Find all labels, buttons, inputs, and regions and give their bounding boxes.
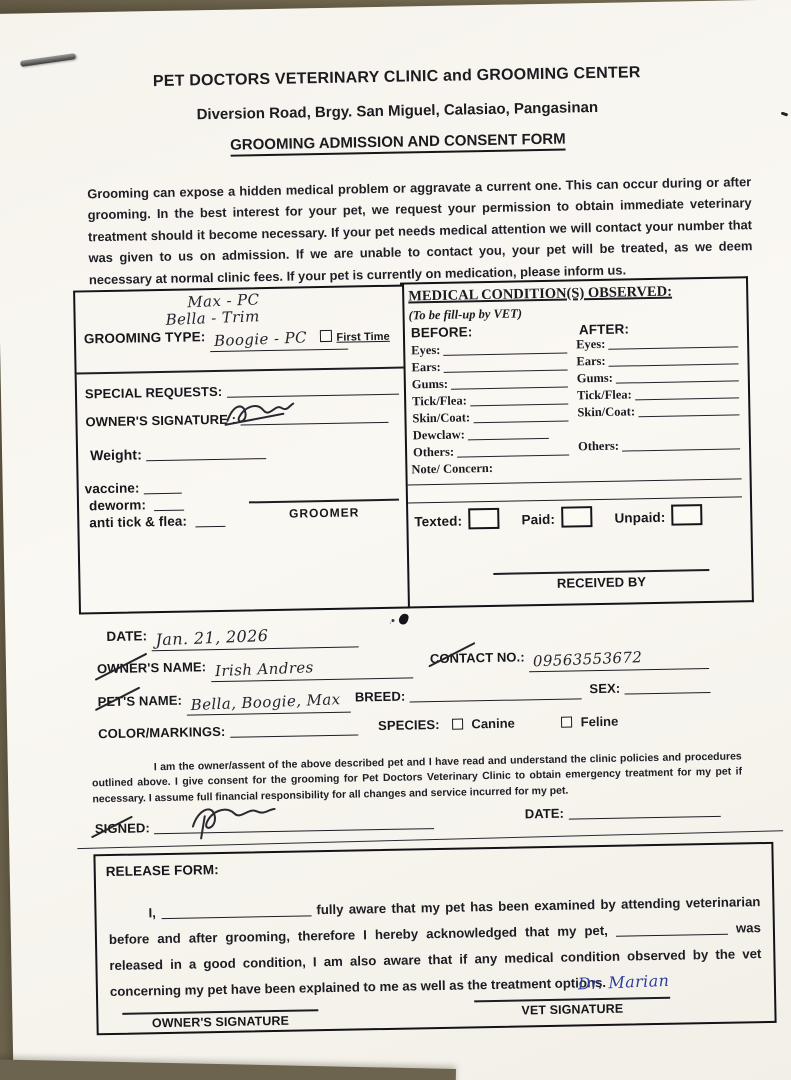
species-feline-label: Feline [580, 713, 619, 730]
before-label: BEFORE: [410, 324, 473, 341]
texted-checkbox [468, 508, 499, 530]
contact-value: 09563553672 [532, 648, 643, 671]
release-seg2: fully aware that my pet has been examined by attending veterinarian before and after grooming, therefore I hereby acknowledged that my pet, [108, 894, 761, 948]
after-row-ears: Ears: [576, 351, 740, 369]
owner-signature-scribble [223, 398, 296, 429]
owners-name-line [210, 657, 412, 682]
medical-title: MEDICAL CONDITION(S) OBSERVED: [408, 283, 673, 305]
after-row-eyes: Eyes: [576, 334, 740, 352]
signed-label: SIGNED: [94, 820, 150, 837]
intro-paragraph: Grooming can expose a hidden medical problem or aggravate a current one. This can occur during or after grooming. In the best interest for your pet, we request your permission to obtain immediate veterinary treatment should it become necessary. If your pet needs medical attention we will contact your number that was given to us on admission. If we are unable to contact you, your pet will be treated, as we deem necessary at normal clinic fees. If your pet is currently on medication, please inform us. [87, 174, 753, 288]
release-form-box [93, 842, 776, 1035]
note-line-1 [408, 478, 742, 485]
before-row-dewclaw: Dewclaw: [413, 426, 551, 444]
sex-label: SEX: [589, 680, 621, 697]
texted-label: Texted: [414, 513, 463, 530]
date-value: Jan. 21, 2026 [155, 625, 269, 650]
owner-signature-label: OWNER'S SIGNATURE [151, 1013, 290, 1031]
special-requests-label: SPECIAL REQUESTS: [84, 383, 223, 402]
species-feline-checkbox [561, 717, 572, 728]
release-seg3: was released in a good condition, I am also aware that if any medical condition observed by the vet concerning my pet have been explained to me as well as the treatment options. [109, 920, 762, 1000]
date-label: DATE: [106, 628, 148, 645]
deworm-label: deworm: [88, 497, 147, 514]
anti-tick-flea-line [195, 513, 225, 528]
first-time-checkbox [320, 330, 332, 342]
owners-signature-label: OWNER'S SIGNATURE : [85, 411, 237, 430]
form-title-text: GROOMING ADMISSION AND CONSENT FORM [230, 131, 566, 157]
owners-name-label: OWNER'S NAME: [96, 659, 207, 677]
form-title [2, 126, 791, 157]
release-seg1: I, [148, 905, 156, 921]
first-time-label: First Time [336, 330, 390, 344]
species-label: SPECIES: [377, 716, 440, 734]
species-canine-label: Canine [471, 715, 515, 732]
deworm-line [154, 497, 184, 512]
after-row-skincoat: Skin/Coat: [577, 402, 741, 420]
vaccine-line [144, 480, 182, 495]
after-label: AFTER: [578, 321, 630, 338]
species-canine-checkbox [452, 719, 463, 730]
owners-name-value: Irish Andres [214, 658, 314, 681]
release-form-title: RELEASE FORM: [105, 862, 219, 880]
pets-name-line [186, 692, 350, 716]
breed-line [410, 685, 582, 702]
weight-line [146, 445, 266, 461]
before-row-ears: Ears: [411, 358, 569, 376]
release-blank-name [161, 903, 311, 920]
pets-name-value: Bella, Boogie, Max [190, 690, 341, 715]
release-blank-pet [616, 921, 728, 937]
before-row-eyes: Eyes: [411, 341, 569, 359]
signed-date-label: DATE: [524, 805, 565, 822]
vaccine-label: vaccine: [84, 480, 140, 497]
paid-checkbox [561, 506, 592, 528]
clinic-name: PET DOCTORS VETERINARY CLINIC and GROOMING CENTER [152, 64, 641, 91]
after-row-gums: Gums: [577, 368, 741, 386]
groomer-line [249, 499, 399, 504]
unpaid-checkbox [671, 504, 702, 526]
contact-label: CONTACT NO.: [429, 649, 525, 667]
unpaid-label: Unpaid: [614, 509, 666, 526]
vet-signature-label: VET SIGNATURE [521, 1001, 624, 1018]
paid-label: Paid: [521, 511, 556, 528]
after-row-tickflea: Tick/Flea: [577, 385, 741, 403]
before-row-others: Others: [413, 442, 571, 460]
sex-line [625, 679, 711, 695]
note-line-2 [408, 496, 742, 503]
consent-paragraph: I am the owner/assent of the above described pet and I have read and understand the clinic policies and procedures outlined above. I give consent for the grooming for Pet Doctors Veterinary Clinic to obtain emergency treatment for my pet if necessary. I assume full financial responsibility for all changes and service incurred for my pet. [92, 749, 743, 805]
special-requests-line [227, 381, 399, 398]
medical-box [400, 276, 754, 608]
received-by-label: RECEIVED BY [556, 574, 647, 591]
handwritten-note-line2: Bella - Trim [165, 307, 260, 329]
after-row-others: Others: [578, 436, 742, 454]
grooming-type-value: Boogie - PC [213, 328, 308, 350]
divider-line [77, 367, 404, 375]
groomer-label: GROOMER [288, 505, 360, 521]
before-row-gums: Gums: [412, 375, 570, 393]
weight-label: Weight: [89, 446, 143, 464]
breed-label: BREED: [354, 688, 406, 705]
signed-signature-scribble [186, 801, 277, 841]
medical-subtitle: (To be fill-up by VET) [408, 306, 523, 323]
ink-blot [398, 613, 409, 626]
note-concern-label: Note/ Concern: [411, 460, 494, 477]
color-markings-label: COLOR/MARKINGS: [98, 723, 226, 742]
date-line [152, 625, 359, 651]
vet-signature-value: Dr. Marian [577, 970, 670, 994]
grooming-box [73, 285, 410, 615]
before-row-tickflea: Tick/Flea: [412, 392, 570, 410]
anti-tick-flea-label: anti tick & flea: [89, 513, 188, 531]
handwritten-note-line1: Max - PC [186, 290, 260, 312]
contact-line [529, 648, 709, 672]
grooming-type-label: GROOMING TYPE: [83, 329, 206, 347]
pets-name-label: PET'S NAME: [97, 692, 183, 710]
signed-date-line [568, 803, 720, 820]
color-markings-line [230, 721, 358, 737]
before-row-skincoat: Skin/Coat: [412, 409, 570, 427]
clinic-address: Diversion Road, Brgy. San Miguel, Calasiao, Pangasinan [196, 98, 599, 124]
